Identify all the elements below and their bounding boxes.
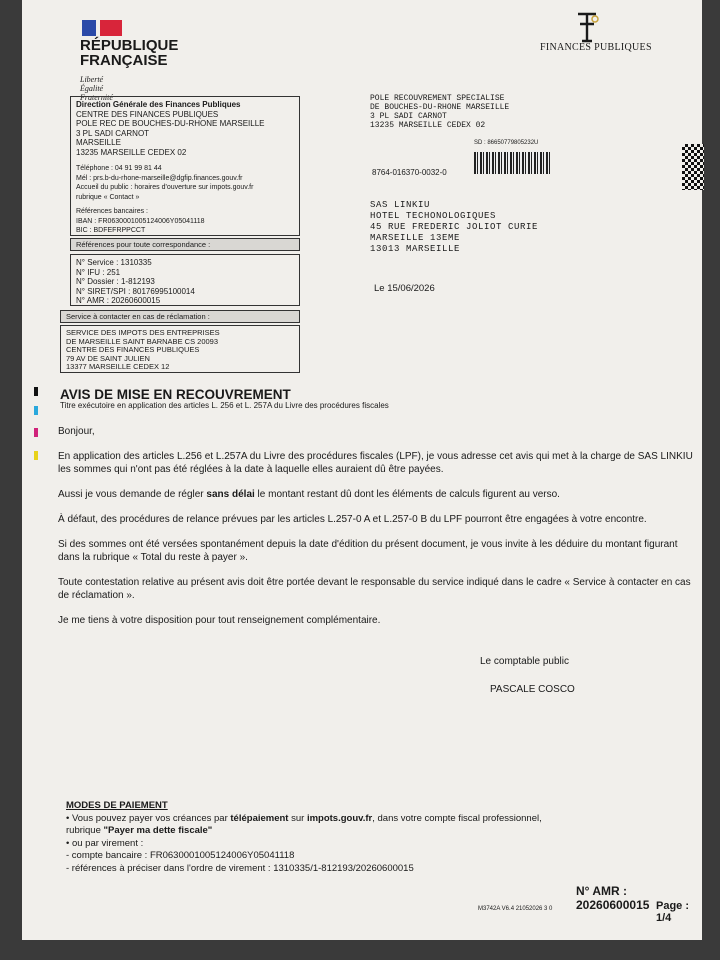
marianne-flag-icon: [82, 20, 122, 36]
contact-bar: Service à contacter en cas de réclamation :: [60, 310, 300, 323]
paragraph-2: Aussi je vous demande de régler sans délai le montant restant dû dont les éléments de calculs figurent au verso.: [58, 489, 560, 500]
form-code: M3742A V6.4 21052026 3 0: [478, 906, 553, 912]
payment-line-4: - compte bancaire : FR0630001005124006Y05041118: [66, 850, 295, 861]
paragraph-5: Toute contestation relative au présent avis doit être portée devant le responsable du service indiqué dans le cadre « Service à contacter en cas de réclamation ».: [58, 577, 691, 601]
barcode-number: 8764-016370-0032-0: [372, 168, 447, 177]
datamatrix-icon: [682, 144, 704, 190]
payment-title: MODES DE PAIEMENT: [66, 800, 168, 811]
contact-box: SERVICE DES IMPOTS DES ENTREPRISES DE MARSEILLE SAINT BARNABE CS 20093 CENTRE DES FINANCES PUBLIQUES 79 AV DE SAINT JULIEN 13377 MARSEILLE CEDEX 12: [60, 325, 300, 373]
yellow-mark-icon: [34, 451, 38, 460]
finances-publiques-label: FINANCES PUBLIQUES: [540, 42, 652, 53]
signature-name: PASCALE COSCO: [490, 684, 575, 695]
document-page: [22, 0, 702, 940]
paragraph-1: En application des articles L.256 et L.257A du Livre des procédures fiscales (LPF), je vous adresse cet avis qui met à la charge de SAS LINKIU les sommes qui n'ont pas été réglées à la date à laquelle elles auraient dû être payées.: [58, 451, 693, 475]
signature-role: Le comptable public: [480, 656, 569, 667]
document-date: Le 15/06/2026: [374, 283, 435, 294]
payment-line-5: - références à préciser dans l'ordre de virement : 1310335/1-812193/20260600015: [66, 862, 414, 874]
greeting: Bonjour,: [58, 426, 95, 437]
barcode-icon: [474, 152, 550, 174]
footer-amr: N° AMR : 20260600015: [576, 884, 650, 912]
republique-francaise-logo: RÉPUBLIQUE FRANÇAISE: [80, 37, 179, 69]
barcode-caption: SD : 86650779805232U: [474, 140, 539, 146]
page-number: Page : 1/4: [656, 900, 690, 924]
recipient-address: SAS LINKIU HOTEL TECHONOLOGIQUES 45 RUE FREDERIC JOLIOT CURIE MARSEILLE 13EME 13013 MARSEILLE: [370, 200, 539, 254]
sender-box: Direction Générale des Finances Publiques CENTRE DES FINANCES PUBLIQUES POLE REC DE BOUCHES-DU-RHONE MARSEILLE 3 PL SADI CARNOT MARSEILLE 13235 MARSEILLE CEDEX 02 Téléphone : 04 91 99 81 44 Mél : prs.b-du-rhone-marseille@dgfip.finances.gouv.fr Accueil du public : horaires d'ouverture sur impots.gouv.fr rubrique « Contact » Références bancaires : IBAN : FR0630001005124006Y05041118 BIC : BDFEFRPPCCT: [70, 96, 300, 236]
page-subtitle: Titre exécutoire en application des articles L. 256 et L. 257A du Livre des procédures fiscales: [60, 401, 389, 410]
page-title: AVIS DE MISE EN RECOUVREMENT: [60, 387, 291, 402]
return-address: POLE RECOUVREMENT SPECIALISE DE BOUCHES-DU-RHONE MARSEILLE 3 PL SADI CARNOT 13235 MARSEILLE CEDEX 02: [370, 94, 510, 130]
payment-line-2: rubrique "Payer ma dette fiscale": [66, 825, 213, 836]
paragraph-6: Je me tiens à votre disposition pour tout renseignement complémentaire.: [58, 615, 381, 626]
references-box: N° Service : 1310335 N° IFU : 251 N° Dossier : 1-812193 N° SIRET/SPI : 80176995100014 N° AMR : 20260600015: [70, 254, 300, 306]
payment-section: [66, 800, 542, 875]
black-mark-icon: [34, 387, 38, 396]
cyan-mark-icon: [34, 406, 38, 415]
refs-bar: Références pour toute correspondance :: [70, 238, 300, 251]
payment-line-3: • ou par virement :: [66, 837, 144, 849]
paragraph-4: Si des sommes ont été versées spontanément depuis la date d'édition du présent document, je vous invite à les déduire du montant figurant dans la rubrique « Total du reste à payer ».: [58, 539, 678, 563]
letter-body: [58, 425, 698, 639]
magenta-mark-icon: [34, 428, 38, 437]
finances-publiques-logo-icon: [570, 10, 604, 44]
payment-line-1: • Vous pouvez payer vos créances par télépaiement sur impots.gouv.fr, dans votre compte fiscal professionnel,: [66, 812, 542, 824]
paragraph-3: À défaut, des procédures de relance prévues par les articles L.257-0 A et L.257-0 B du LPF pourront être engagées à votre encontre.: [58, 514, 647, 525]
motto: Liberté Égalité Fraternité: [80, 75, 113, 102]
